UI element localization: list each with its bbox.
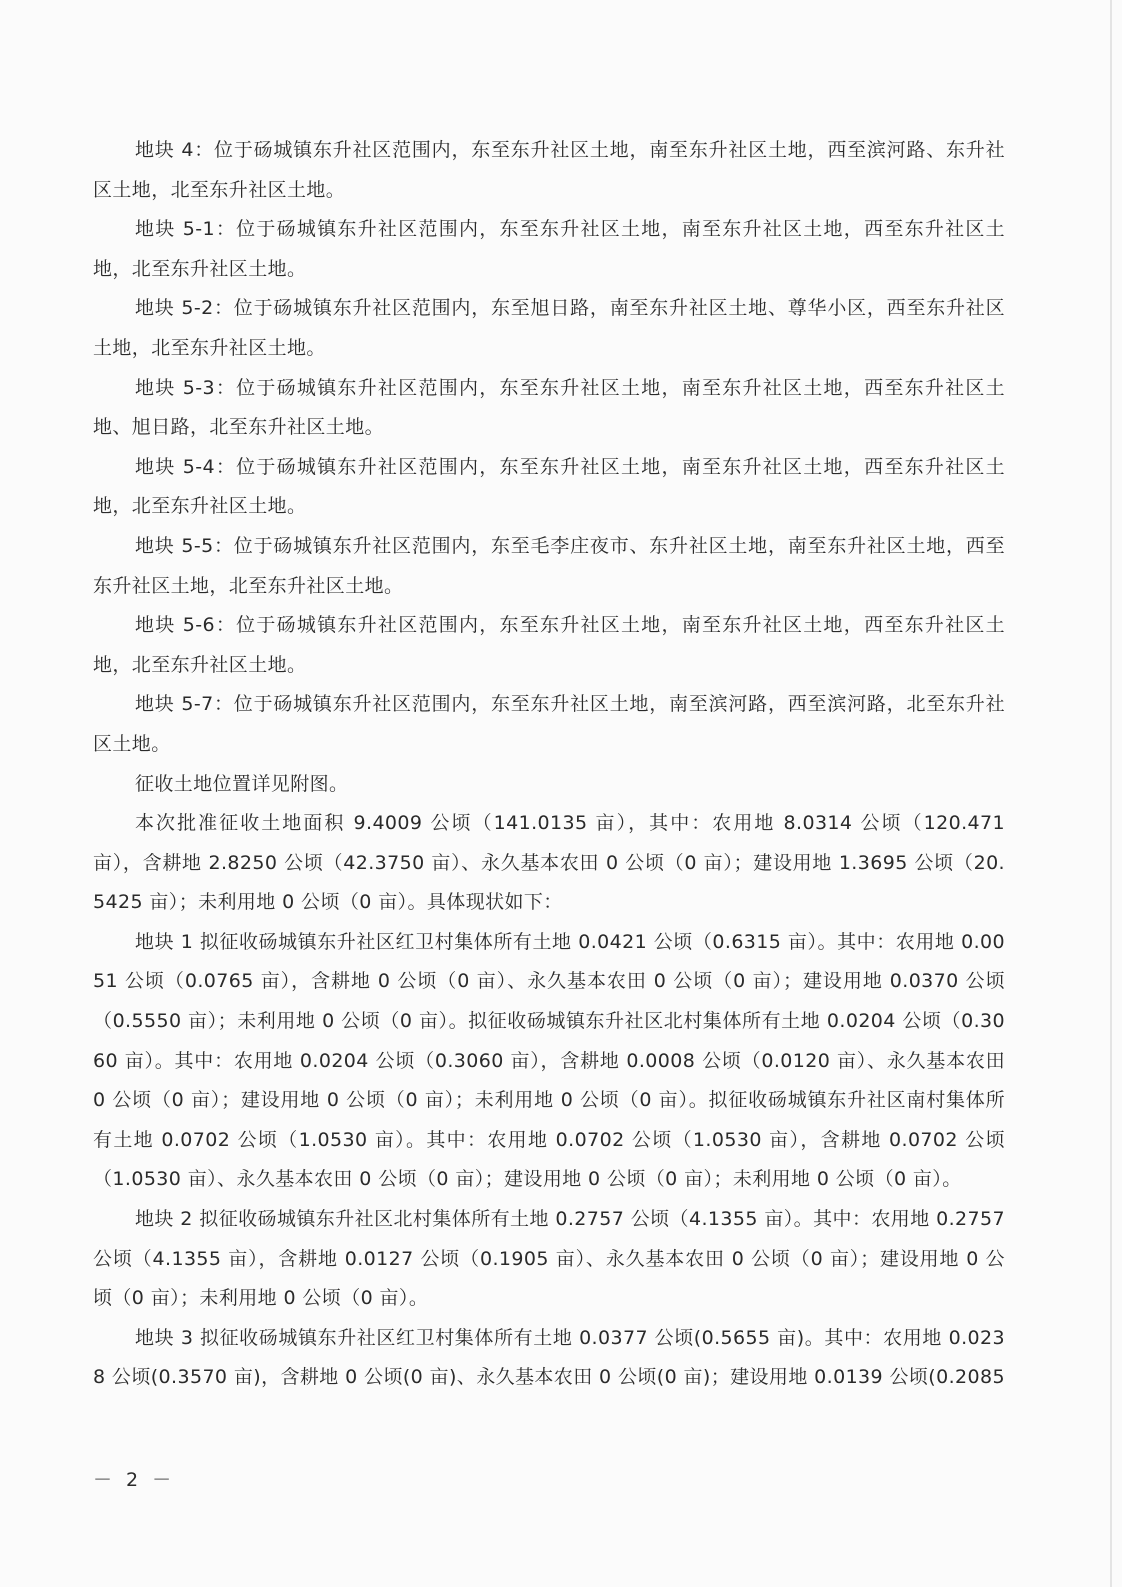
paragraph-parcel-5-4: 地块 5-4：位于砀城镇东升社区范围内，东至东升社区土地，南至东升社区土地，西至东升社区土地，北至东升社区土地。 xyxy=(93,455,1005,518)
page-edge xyxy=(1110,0,1112,1587)
paragraph-parcel-1-detail: 地块 1 拟征收砀城镇东升社区红卫村集体所有土地 0.0421 公顷（0.6315 亩）。其中：农用地 0.0051 公顷（0.0765 亩），含耕地 0 公顷（0 亩）、永久基本农田 0 公顷（0 亩）；建设用地 0.0370 公顷（0.5550 亩）；未利用地 0 公顷（0 亩）。拟征收砀城镇东升社区北村集体所有土地 0.0204 公顷（0.3060 亩）。其中：农用地 0.0204 公顷（0.3060 亩），含耕地 0.0008 公顷（0.0120 亩）、永久基本农田 0 公顷（0 亩）；建设用地 0 公顷（0 亩）；未利用地 0 公顷（0 亩）。拟征收砀城镇东升社区南村集体所有土地 0.0702 公顷（1.0530 亩）。其中：农用地 0.0702 公顷（1.0530 亩），含耕地 0.0702 公顷（1.0530 亩）、永久基本农田 0 公顷（0 亩）；建设用地 0 公顷（0 亩）；未利用地 0 公顷（0 亩）。 xyxy=(93,930,1005,1191)
paragraph-parcel-5-1: 地块 5-1：位于砀城镇东升社区范围内，东至东升社区土地，南至东升社区土地，西至东升社区土地，北至东升社区土地。 xyxy=(93,218,1005,280)
paragraph-parcel-3-detail: 地块 3 拟征收砀城镇东升社区红卫村集体所有土地 0.0377 公顷(0.5655 亩)。其中：农用地 0.0238 公顷(0.3570 亩)，含耕地 0 公顷(0 亩)、永久基本农田 0 公顷(0 亩)；建设用地 0.0139 公顷(0.2085 xyxy=(93,1326,1005,1389)
paragraph-parcel-2-detail: 地块 2 拟征收砀城镇东升社区北村集体所有土地 0.2757 公顷（4.1355 亩）。其中：农用地 0.2757 公顷（4.1355 亩），含耕地 0.0127 公顷（0.1905 亩）、永久基本农田 0 公顷（0 亩）；建设用地 0 公顷（0 亩）；未利用地 0 公顷（0 亩）。 xyxy=(93,1208,1005,1310)
page-number: － 2 － xyxy=(93,1469,176,1491)
paragraph-parcel-5-3: 地块 5-3：位于砀城镇东升社区范围内，东至东升社区土地，南至东升社区土地，西至东升社区土地、旭日路，北至东升社区土地。 xyxy=(93,376,1005,439)
paragraph-parcel-5-5: 地块 5-5：位于砀城镇东升社区范围内，东至毛李庄夜市、东升社区土地，南至东升社区土地，西至东升社区土地，北至东升社区土地。 xyxy=(93,534,1005,597)
paragraph-map-note: 征收土地位置详见附图。 xyxy=(135,772,349,795)
paragraph-parcel-4: 地块 4：位于砀城镇东升社区范围内，东至东升社区土地，南至东升社区土地，西至滨河路、东升社区土地，北至东升社区土地。 xyxy=(93,139,1005,201)
document-body xyxy=(93,131,1005,1398)
paragraph-total-area: 本次批准征收土地面积 9.4009 公顷（141.0135 亩），其中：农用地 8.0314 公顷（120.471 亩），含耕地 2.8250 公顷（42.3750 亩）、永久基本农田 0 公顷（0 亩）；建设用地 1.3695 公顷（20.5425 亩）；未利用地 0 公顷（0 亩）。具体现状如下： xyxy=(93,812,1005,914)
paragraph-parcel-5-7: 地块 5-7：位于砀城镇东升社区范围内，东至东升社区土地，南至滨河路，西至滨河路，北至东升社区土地。 xyxy=(93,693,1005,755)
paragraph-parcel-5-2: 地块 5-2：位于砀城镇东升社区范围内，东至旭日路，南至东升社区土地、尊华小区，西至东升社区土地，北至东升社区土地。 xyxy=(93,297,1005,359)
paragraph-parcel-5-6: 地块 5-6：位于砀城镇东升社区范围内，东至东升社区土地，南至东升社区土地，西至东升社区土地，北至东升社区土地。 xyxy=(93,614,1005,676)
